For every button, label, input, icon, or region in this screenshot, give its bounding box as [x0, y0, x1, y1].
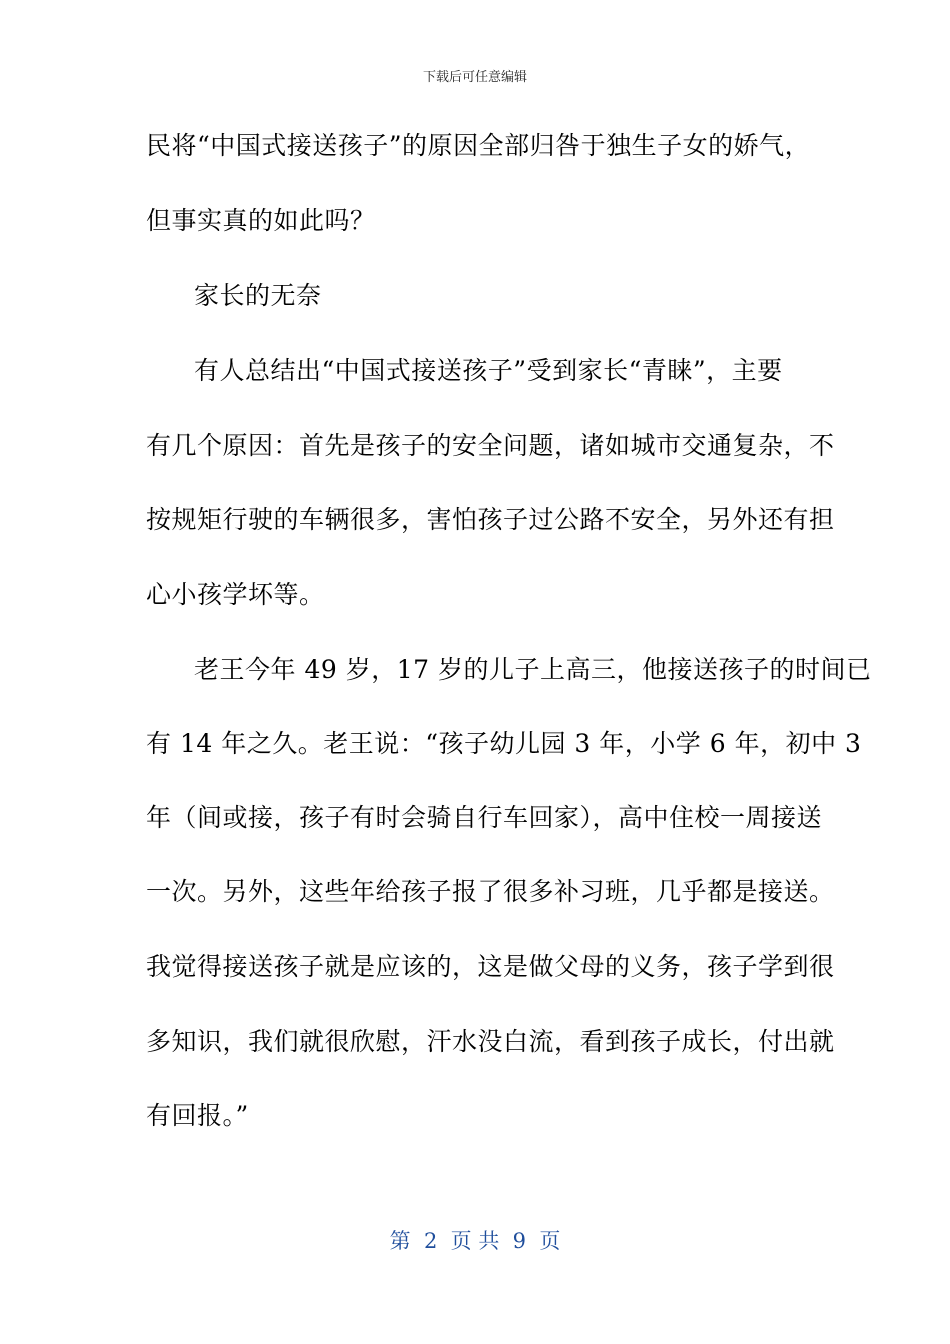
body-line: 我觉得接送孩子就是应该的，这是做父母的义务，孩子学到很 [146, 952, 835, 981]
body-line: 多知识，我们就很欣慰，汗水没白流，看到孩子成长，付出就 [146, 1027, 835, 1056]
body-line: 但事实真的如此吗？ [146, 206, 376, 235]
body-line: 有 14 年之久。老王说：“孩子幼儿园 3 年，小学 6 年，初中 3 [146, 729, 862, 758]
section-heading: 家长的无奈 [194, 281, 322, 310]
page-number-footer: 第 2 页 共 9 页 [389, 1229, 561, 1253]
body-line: 有人总结出“中国式接送孩子”受到家长“青睐”，主要 [194, 356, 783, 385]
body-line: 一次。另外，这些年给孩子报了很多补习班，几乎都是接送。 [146, 877, 835, 906]
body-line: 心小孩学坏等。 [146, 580, 325, 609]
header-note: 下载后可任意编辑 [422, 70, 527, 85]
body-line: 民将“中国式接送孩子”的原因全部归咎于独生子女的娇气， [146, 131, 811, 160]
body-line: 有几个原因：首先是孩子的安全问题，诸如城市交通复杂，不 [146, 431, 835, 460]
body-line: 年（间或接，孩子有时会骑自行车回家），高中住校一周接送 [146, 803, 823, 832]
body-line: 按规矩行驶的车辆很多，害怕孩子过公路不安全，另外还有担 [146, 505, 835, 534]
body-line: 有回报。” [146, 1101, 249, 1130]
body-line: 老王今年 49 岁，17 岁的儿子上高三，他接送孩子的时间已 [194, 655, 872, 684]
